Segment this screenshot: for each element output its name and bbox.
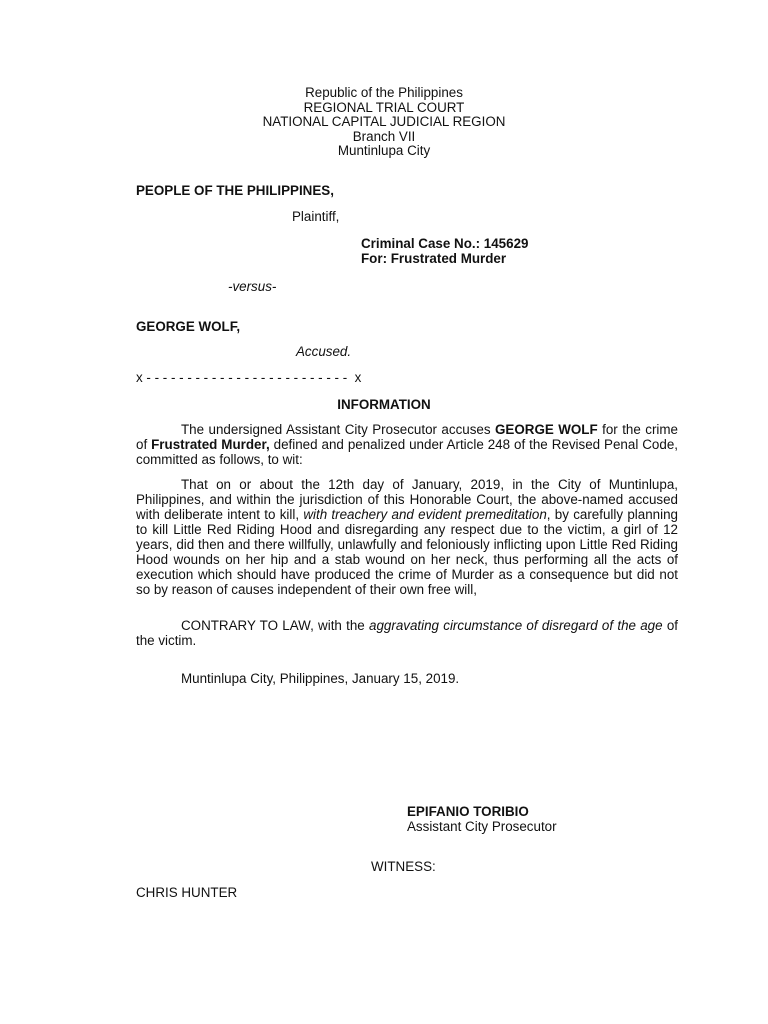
plaintiff-role: Plaintiff, <box>292 209 340 224</box>
accusation-text-3: defined and penalized under Article 248 of the Revised Penal Code, committed as follows, to wit: <box>136 437 678 467</box>
paragraph-facts <box>136 477 678 597</box>
accused-name-inline: GEORGE WOLF <box>495 422 598 437</box>
accused-name: GEORGE WOLF, <box>136 319 241 334</box>
witness-label: WITNESS: <box>371 859 436 874</box>
witness-name: CHRIS HUNTER <box>136 885 238 900</box>
header-court: REGIONAL TRIAL COURT <box>303 99 465 115</box>
document-title: INFORMATION <box>337 397 431 412</box>
contrary-text-1: CONTRARY TO LAW, with the <box>181 618 370 633</box>
date-line: Muntinlupa City, Philippines, January 15, 2019. <box>181 671 460 686</box>
caption-separator: x - - - - - - - - - - - - - - - - - - - - - - - - - x <box>136 370 362 385</box>
case-charge: For: Frustrated Murder <box>361 251 507 266</box>
charge-inline: Frustrated Murder, <box>151 437 270 452</box>
signatory-title: Assistant City Prosecutor <box>407 819 557 834</box>
signatory-name: EPIFANIO TORIBIO <box>407 804 529 819</box>
header-region: NATIONAL CAPITAL JUDICIAL REGION <box>262 114 506 130</box>
aggravating-circumstance: aggravating circumstance of disregard of the age <box>369 618 663 633</box>
header-city: Muntinlupa City <box>337 143 431 159</box>
paragraph-contrary <box>136 618 678 648</box>
court-header <box>0 86 768 159</box>
accusation-text-2: for the crime of <box>136 422 678 452</box>
accused-role: Accused. <box>296 344 352 359</box>
qualifying-circumstance: with treachery and evident premeditation <box>303 507 547 522</box>
facts-text-1: That on or about the 12th day of January, 2019, in the City of Muntinlupa, Philippines, and within the jurisdiction of this Honorable Court, the above-named accused with deliberate intent to kill, <box>136 477 678 522</box>
case-number: Criminal Case No.: 145629 <box>361 236 529 251</box>
facts-text-2: , by carefully planning to kill Little Red Riding Hood and disregarding any respect due to the victim, a girl of 12 years, did then and there willfully, unlawfully and feloniously inflicting upon Little Red Riding Hood wounds on her hip and a stab wound on her neck, thus performing all the acts of execution which should have produced the crime of Murder as a consequence but did not so by reason of causes independent of their own free will, <box>136 507 678 597</box>
accusation-text-1: The undersigned Assistant City Prosecutor accuses <box>181 422 496 437</box>
header-branch: Branch VII <box>352 128 416 144</box>
contrary-text-2: of the victim. <box>136 618 679 648</box>
header-republic: Republic of the Philippines <box>305 85 463 100</box>
versus-label: -versus- <box>228 279 277 294</box>
plaintiff-name: PEOPLE OF THE PHILIPPINES, <box>136 183 334 198</box>
paragraph-accusation <box>136 422 678 467</box>
